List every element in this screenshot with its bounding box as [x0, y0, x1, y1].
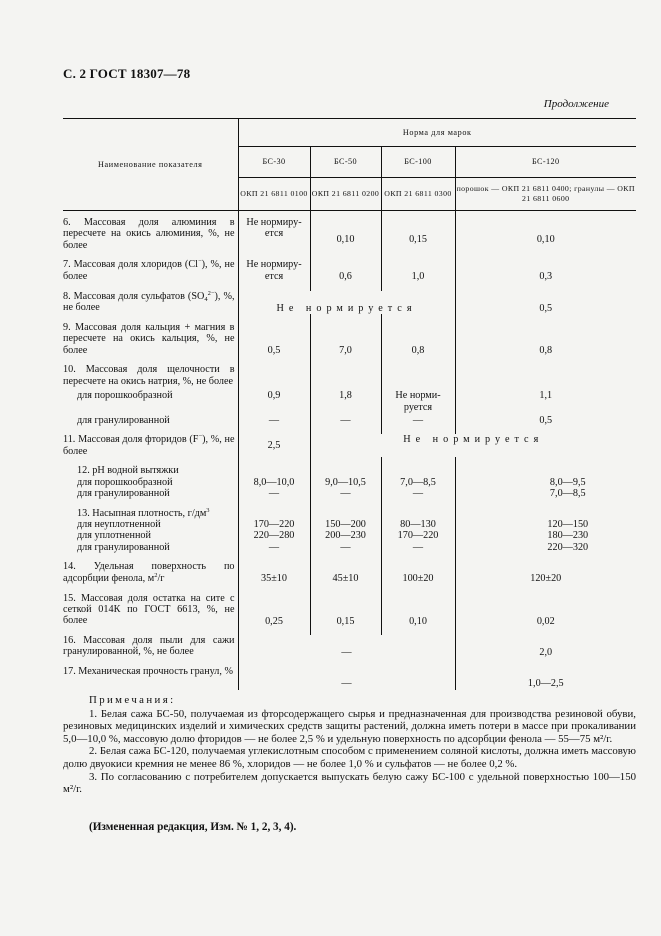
grade-header: БС-100: [381, 147, 455, 178]
cell-value: 0,8: [455, 322, 636, 356]
table-row: [63, 364, 636, 387]
cell-value: —: [238, 666, 455, 689]
cell-value: 2,5: [238, 434, 310, 457]
amendment-note: (Измененная редакция, Изм. № 1, 2, 3, 4).: [89, 821, 297, 833]
table-row: [63, 635, 636, 658]
cell-value: 45±10: [310, 561, 381, 584]
cell-value: 220—280: [238, 530, 310, 541]
cell-value: —: [238, 635, 455, 658]
continuation-label: Продолжение: [543, 98, 609, 110]
grade-header: БС-120: [455, 147, 636, 178]
cell-value: 120—150: [455, 519, 636, 530]
table-row: [63, 666, 636, 689]
table-row: [63, 477, 636, 488]
grade-header: БС-50: [310, 147, 381, 178]
norm-header: Норма для марок: [238, 119, 636, 147]
cell-value: 150—200: [310, 519, 381, 530]
row-label: 14. Удельная поверхность по адсорбции фенола, $м^2/г$: [63, 561, 235, 584]
cell-value: 1,1: [455, 387, 636, 413]
cell-value: 1,8: [310, 387, 381, 413]
table-row: [63, 211, 636, 252]
row-label: 17. Механическая прочность гранул, %: [63, 666, 233, 678]
cell-value: 170—220: [238, 519, 310, 530]
table-row: [63, 413, 636, 426]
cell-value: 100±20: [381, 561, 455, 584]
cell-value: 0,8: [381, 322, 455, 356]
cell-value: Не нормиру-ется: [238, 211, 310, 252]
cell-value: 0,10: [381, 593, 455, 627]
row-sublabel: для гранулированной: [77, 415, 170, 427]
cell-value: 0,9: [238, 387, 310, 413]
table-row: [63, 530, 636, 541]
table-row: [63, 291, 636, 314]
not-normed-merged: Не нормируется: [310, 434, 636, 457]
table-row: [63, 488, 636, 499]
cell-value: Не норми-руется: [381, 387, 455, 413]
cell-value: 8,0—9,5: [455, 477, 636, 488]
cell-value: —: [310, 488, 381, 499]
cell-value: 0,02: [455, 593, 636, 627]
cell-value: 2,0: [455, 635, 636, 658]
not-normed-merged: Не нормируется: [238, 291, 455, 314]
specification-table: [63, 118, 636, 690]
row-sublabel: для гранулированной: [77, 541, 170, 553]
cell-value: 8,0—10,0: [238, 477, 310, 488]
okp-code: ОКП 21 6811 0200: [310, 178, 381, 211]
row-sublabel: для гранулированной: [77, 488, 170, 500]
row-label: 7. Массовая доля хлоридов (Cl−), %, не более: [63, 258, 235, 282]
note-3: 3. По согласованию с потребителем допускается выпускать белую сажу БС-100 с удельной поверхностью 100—150 м²/г.: [63, 770, 636, 796]
cell-value: 9,0—10,5: [310, 477, 381, 488]
cell-value: 0,15: [381, 211, 455, 252]
row-sublabel: для неуплотненной: [77, 518, 161, 530]
table-row: [63, 593, 636, 627]
table-row: [63, 508, 636, 519]
table-row: [63, 434, 636, 457]
cell-value: 0,6: [310, 259, 381, 282]
cell-value: —: [238, 413, 310, 426]
row-label: 12. pH водной вытяжки: [77, 465, 179, 477]
notes-title: Примечания:: [89, 694, 176, 706]
cell-value: —: [381, 542, 455, 553]
cell-value: 0,5: [455, 291, 636, 314]
cell-value: 0,5: [238, 322, 310, 356]
row-label: 6. Массовая доля алюминия в пересчете на окись алюминия, %, не более: [63, 211, 238, 252]
table-row: [63, 519, 636, 530]
cell-value: —: [381, 488, 455, 499]
cell-value: —: [381, 413, 455, 426]
cell-value: —: [310, 413, 381, 426]
table-row: [63, 259, 636, 282]
cell-value: 0,3: [455, 259, 636, 282]
cell-value: 80—130: [381, 519, 455, 530]
row-label: 16. Массовая доля пыли для сажи гранулированной, %, не более: [63, 634, 235, 658]
table-row: [63, 561, 636, 584]
cell-value: 7,0: [310, 322, 381, 356]
row-sublabel: для порошкообразной: [77, 390, 173, 402]
notes-section: [63, 694, 636, 796]
row-label: 9. Массовая доля кальция + магния в пересчете на окись кальция, %, не более: [63, 322, 235, 356]
cell-value: 7,0—8,5: [455, 488, 636, 499]
cell-value: 1,0—2,5: [455, 666, 636, 689]
name-column-header: Наименование показателя: [63, 119, 238, 211]
row-label: 15. Массовая доля остатка на сите с сеткой 014К по ГОСТ 6613, %, не более: [63, 592, 235, 627]
cell-value: —: [310, 542, 381, 553]
row-label: 10. Массовая доля щелочности в пересчете на окись натрия, %, не более: [63, 364, 235, 387]
cell-value: 0,10: [455, 211, 636, 252]
note-2: 2. Белая сажа БС-120, получаемая углекислотным способом с применением соляной кислоты, должна иметь массовую долю двуокиси кремния не менее 86 %, хлоридов — не более 1,0 % и сульфатов — не более 0,2 %.: [63, 745, 636, 770]
table-row: [63, 542, 636, 553]
row-sublabel: для порошкообразной: [77, 476, 173, 488]
cell-value: 170—220: [381, 530, 455, 541]
okp-code: ОКП 21 6811 0300: [381, 178, 455, 211]
row-label: 11. Массовая доля фторидов (F−), %, не более: [63, 433, 235, 457]
page-header: С. 2 ГОСТ 18307—78: [63, 66, 191, 81]
cell-value: 0,25: [238, 593, 310, 627]
cell-value: 120±20: [455, 561, 636, 584]
row-label: 13. Насыпная плотность, $г/дм^3$: [77, 506, 210, 519]
grade-header: БС-30: [238, 147, 310, 178]
table-row: [63, 322, 636, 356]
cell-value: 0,15: [310, 593, 381, 627]
note-1: 1. Белая сажа БС-50, получаемая из фторсодержащего сырья и предназначенная для производства резиновой обуви, резиновых медицинских изделий и химических средств защиты растений, должна иметь потери в массе при прокаливании 5,0—10,0 %, массовую долю фторидов — не более 2,5 % и удельную поверхность по адсорбции фенола — 55—75 м²/г.: [63, 707, 636, 745]
cell-value: 180—230: [455, 530, 636, 541]
cell-value: 1,0: [381, 259, 455, 282]
cell-value: 35±10: [238, 561, 310, 584]
row-label: 8. Массовая доля сульфатов $(SO_4^{2-})$, %, не более: [63, 289, 235, 314]
cell-value: 220—320: [455, 542, 636, 553]
table-row: [63, 465, 636, 476]
cell-value: 0,5: [455, 413, 636, 426]
okp-code: порошок — ОКП 21 6811 0400; гранулы — ОКП 21 6811 0600: [455, 178, 636, 211]
okp-code: ОКП 21 6811 0100: [238, 178, 310, 211]
cell-value: 7,0—8,5: [381, 477, 455, 488]
table-row: [63, 387, 636, 413]
cell-value: —: [238, 542, 310, 553]
cell-value: —: [238, 488, 310, 499]
row-sublabel: для уплотненной: [77, 530, 151, 542]
cell-value: Не нормиру-ется: [238, 259, 310, 282]
cell-value: 200—230: [310, 530, 381, 541]
cell-value: 0,10: [310, 211, 381, 252]
